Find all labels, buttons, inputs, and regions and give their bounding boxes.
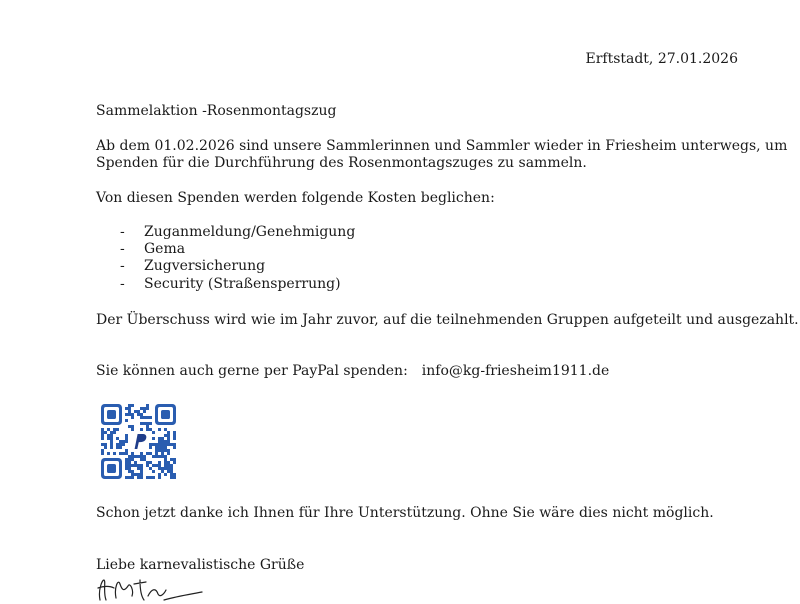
qr-module (173, 458, 176, 461)
qr-module (149, 446, 152, 449)
qr-module (113, 452, 116, 455)
qr-module (167, 464, 170, 467)
qr-module (140, 455, 143, 458)
qr-module (161, 452, 164, 455)
qr-module (161, 470, 164, 473)
qr-module (110, 446, 113, 449)
qr-module (131, 464, 134, 467)
qr-module (164, 449, 167, 452)
list-item-text: Gema (144, 241, 186, 257)
intro-line-1: Ab dem 01.02.2026 sind unsere Sammlerinnen und Sammler wieder in Friesheim unterwegs, um (96, 138, 788, 154)
qr-module (161, 437, 164, 440)
paypal-qr-code-icon[interactable] (101, 404, 176, 479)
qr-module (164, 464, 167, 467)
qr-module (125, 419, 128, 422)
qr-module (140, 422, 143, 425)
qr-module (149, 428, 152, 431)
qr-module (158, 464, 161, 467)
qr-module (140, 464, 143, 467)
qr-module (131, 413, 134, 416)
qr-module (164, 458, 167, 461)
qr-module (107, 437, 110, 440)
qr-module (170, 476, 173, 479)
qr-module (134, 461, 137, 464)
qr-module (167, 449, 170, 452)
qr-module (164, 446, 167, 449)
qr-module (173, 443, 176, 446)
qr-module (146, 407, 149, 410)
qr-module (149, 461, 152, 464)
qr-module (119, 446, 122, 449)
qr-module (146, 416, 149, 419)
qr-module (158, 440, 161, 443)
qr-module (137, 467, 140, 470)
qr-module (155, 452, 158, 455)
qr-module (167, 437, 170, 440)
qr-module (140, 413, 143, 416)
qr-module (101, 437, 104, 440)
qr-module (164, 434, 167, 437)
qr-module (137, 464, 140, 467)
qr-module (158, 467, 161, 470)
qr-module (173, 446, 176, 449)
qr-module (167, 452, 170, 455)
list-bullet: - (120, 258, 125, 274)
qr-module (143, 407, 146, 410)
qr-module (113, 431, 116, 434)
qr-module (128, 467, 131, 470)
qr-module (131, 473, 134, 476)
qr-module (122, 443, 125, 446)
qr-module (119, 452, 122, 455)
qr-module (161, 449, 164, 452)
qr-module (110, 443, 113, 446)
qr-module (125, 440, 128, 443)
qr-module (140, 467, 143, 470)
qr-module (167, 461, 170, 464)
qr-module (146, 452, 149, 455)
qr-module (140, 476, 143, 479)
qr-module (140, 416, 143, 419)
qr-module (140, 407, 143, 410)
qr-module (125, 413, 128, 416)
qr-module (125, 476, 128, 479)
qr-module (110, 431, 113, 434)
qr-module (143, 458, 146, 461)
qr-module (140, 458, 143, 461)
place-date: Erftstadt, 27.01.2026 (585, 51, 738, 67)
qr-module (161, 440, 164, 443)
qr-module (152, 464, 155, 467)
list-bullet: - (120, 276, 125, 292)
qr-module (107, 428, 110, 431)
qr-module (158, 473, 161, 476)
qr-module (146, 404, 149, 407)
qr-module (131, 425, 134, 428)
qr-module (152, 455, 155, 458)
qr-module (131, 476, 134, 479)
qr-module (149, 443, 152, 446)
qr-module (101, 431, 104, 434)
qr-module (110, 437, 113, 440)
qr-module (152, 437, 155, 440)
paypal-email-link[interactable]: info@kg-friesheim1911.de (421, 363, 610, 379)
qr-module (116, 446, 119, 449)
qr-module (137, 473, 140, 476)
qr-module (137, 476, 140, 479)
qr-module (158, 428, 161, 431)
qr-module (128, 458, 131, 461)
qr-module (146, 476, 149, 479)
qr-module (170, 467, 173, 470)
list-item-text: Security (Straßensperrung) (144, 276, 341, 292)
qr-module (131, 428, 134, 431)
qr-module (101, 428, 104, 431)
qr-module (134, 464, 137, 467)
qr-module (125, 437, 128, 440)
qr-module (101, 443, 104, 446)
qr-module (149, 467, 152, 470)
qr-module (137, 413, 140, 416)
list-item-text: Zugversicherung (144, 258, 266, 274)
subject-line: Sammelaktion -Rosenmontagszug (96, 103, 337, 119)
qr-module (167, 467, 170, 470)
paypal-line (96, 362, 609, 380)
qr-module (143, 416, 146, 419)
qr-module (134, 473, 137, 476)
qr-module (158, 449, 161, 452)
qr-module (149, 416, 152, 419)
qr-module (152, 443, 155, 446)
qr-module (167, 443, 170, 446)
qr-module (164, 455, 167, 458)
qr-module (155, 464, 158, 467)
qr-module (149, 452, 152, 455)
qr-module (152, 470, 155, 473)
qr-module (119, 443, 122, 446)
qr-module (167, 434, 170, 437)
qr-module (125, 407, 128, 410)
qr-module (134, 455, 137, 458)
qr-module (161, 443, 164, 446)
qr-finder-pattern (107, 410, 116, 419)
qr-module (167, 470, 170, 473)
qr-module (170, 473, 173, 476)
qr-module (149, 422, 152, 425)
qr-module (146, 464, 149, 467)
qr-module (125, 461, 128, 464)
qr-module (131, 470, 134, 473)
qr-module (146, 425, 149, 428)
costs-intro: Von diesen Spenden werden folgende Kosten beglichen: (96, 190, 495, 206)
qr-module (128, 470, 131, 473)
qr-module (152, 431, 155, 434)
qr-module (170, 464, 173, 467)
qr-module (173, 476, 176, 479)
qr-module (113, 428, 116, 431)
qr-module (164, 467, 167, 470)
qr-module (122, 452, 125, 455)
list-bullet: - (120, 224, 125, 240)
intro-line-2: Spenden für die Durchführung des Rosenmontagszuges zu sammeln. (96, 155, 587, 171)
qr-module (158, 461, 161, 464)
qr-module (110, 440, 113, 443)
qr-module (164, 443, 167, 446)
qr-module (128, 476, 131, 479)
qr-module (173, 461, 176, 464)
qr-module (155, 446, 158, 449)
qr-module (161, 446, 164, 449)
qr-module (155, 455, 158, 458)
qr-module (158, 476, 161, 479)
qr-module (170, 470, 173, 473)
qr-module (146, 461, 149, 464)
qr-module (164, 428, 167, 431)
qr-module (134, 410, 137, 413)
qr-module (107, 452, 110, 455)
qr-module (110, 434, 113, 437)
qr-module (104, 431, 107, 434)
qr-module (101, 452, 104, 455)
qr-module (137, 455, 140, 458)
qr-module (122, 440, 125, 443)
qr-module (140, 470, 143, 473)
qr-module (137, 410, 140, 413)
qr-module (116, 443, 119, 446)
thanks-line: Schon jetzt danke ich Ihnen für Ihre Unterstützung. Ohne Sie wäre dies nicht möglich. (96, 505, 714, 521)
qr-module (167, 440, 170, 443)
qr-module (143, 410, 146, 413)
list-item-text: Zuganmeldung/Genehmigung (144, 224, 356, 240)
qr-module (161, 455, 164, 458)
qr-module (173, 437, 176, 440)
qr-module (125, 464, 128, 467)
qr-module (173, 431, 176, 434)
paypal-text: Sie können auch gerne per PayPal spenden: (96, 363, 408, 379)
qr-module (125, 449, 128, 452)
list-bullet: - (120, 241, 125, 257)
qr-module (131, 458, 134, 461)
closing-line: Liebe karnevalistische Grüße (96, 557, 305, 573)
qr-module (104, 443, 107, 446)
qr-finder-pattern (107, 464, 116, 473)
qr-module (143, 422, 146, 425)
qr-module (164, 473, 167, 476)
qr-module (125, 467, 128, 470)
qr-module (131, 404, 134, 407)
qr-module (140, 452, 143, 455)
qr-module (128, 461, 131, 464)
qr-module (173, 434, 176, 437)
qr-module (128, 413, 131, 416)
qr-module (158, 446, 161, 449)
qr-module (116, 437, 119, 440)
qr-module (125, 458, 128, 461)
qr-module (140, 473, 143, 476)
qr-module (131, 416, 134, 419)
qr-module (131, 455, 134, 458)
qr-module (104, 446, 107, 449)
qr-module (146, 428, 149, 431)
qr-module (128, 410, 131, 413)
qr-module (158, 443, 161, 446)
qr-module (131, 452, 134, 455)
qr-module (155, 449, 158, 452)
qr-module (158, 437, 161, 440)
qr-finder-pattern (161, 410, 170, 419)
surplus-note: Der Überschuss wird wie im Jahr zuvor, auf die teilnehmenden Gruppen aufgeteilt und ausgezahlt. (96, 312, 799, 328)
qr-module (170, 458, 173, 461)
qr-module (167, 431, 170, 434)
qr-module (164, 461, 167, 464)
qr-module (128, 425, 131, 428)
qr-module (170, 443, 173, 446)
qr-module (125, 452, 128, 455)
qr-module (128, 455, 131, 458)
qr-module (161, 467, 164, 470)
qr-module (116, 428, 119, 431)
qr-module (146, 422, 149, 425)
qr-module (128, 404, 131, 407)
qr-module (173, 473, 176, 476)
qr-module (101, 449, 104, 452)
qr-module (128, 464, 131, 467)
qr-module (140, 428, 143, 431)
qr-module (128, 407, 131, 410)
qr-module (143, 455, 146, 458)
qr-module (149, 476, 152, 479)
qr-module (155, 443, 158, 446)
qr-module (107, 434, 110, 437)
qr-module (158, 455, 161, 458)
qr-module (101, 434, 104, 437)
qr-module (125, 434, 128, 437)
qr-module (152, 476, 155, 479)
qr-module (164, 440, 167, 443)
qr-module (119, 440, 122, 443)
